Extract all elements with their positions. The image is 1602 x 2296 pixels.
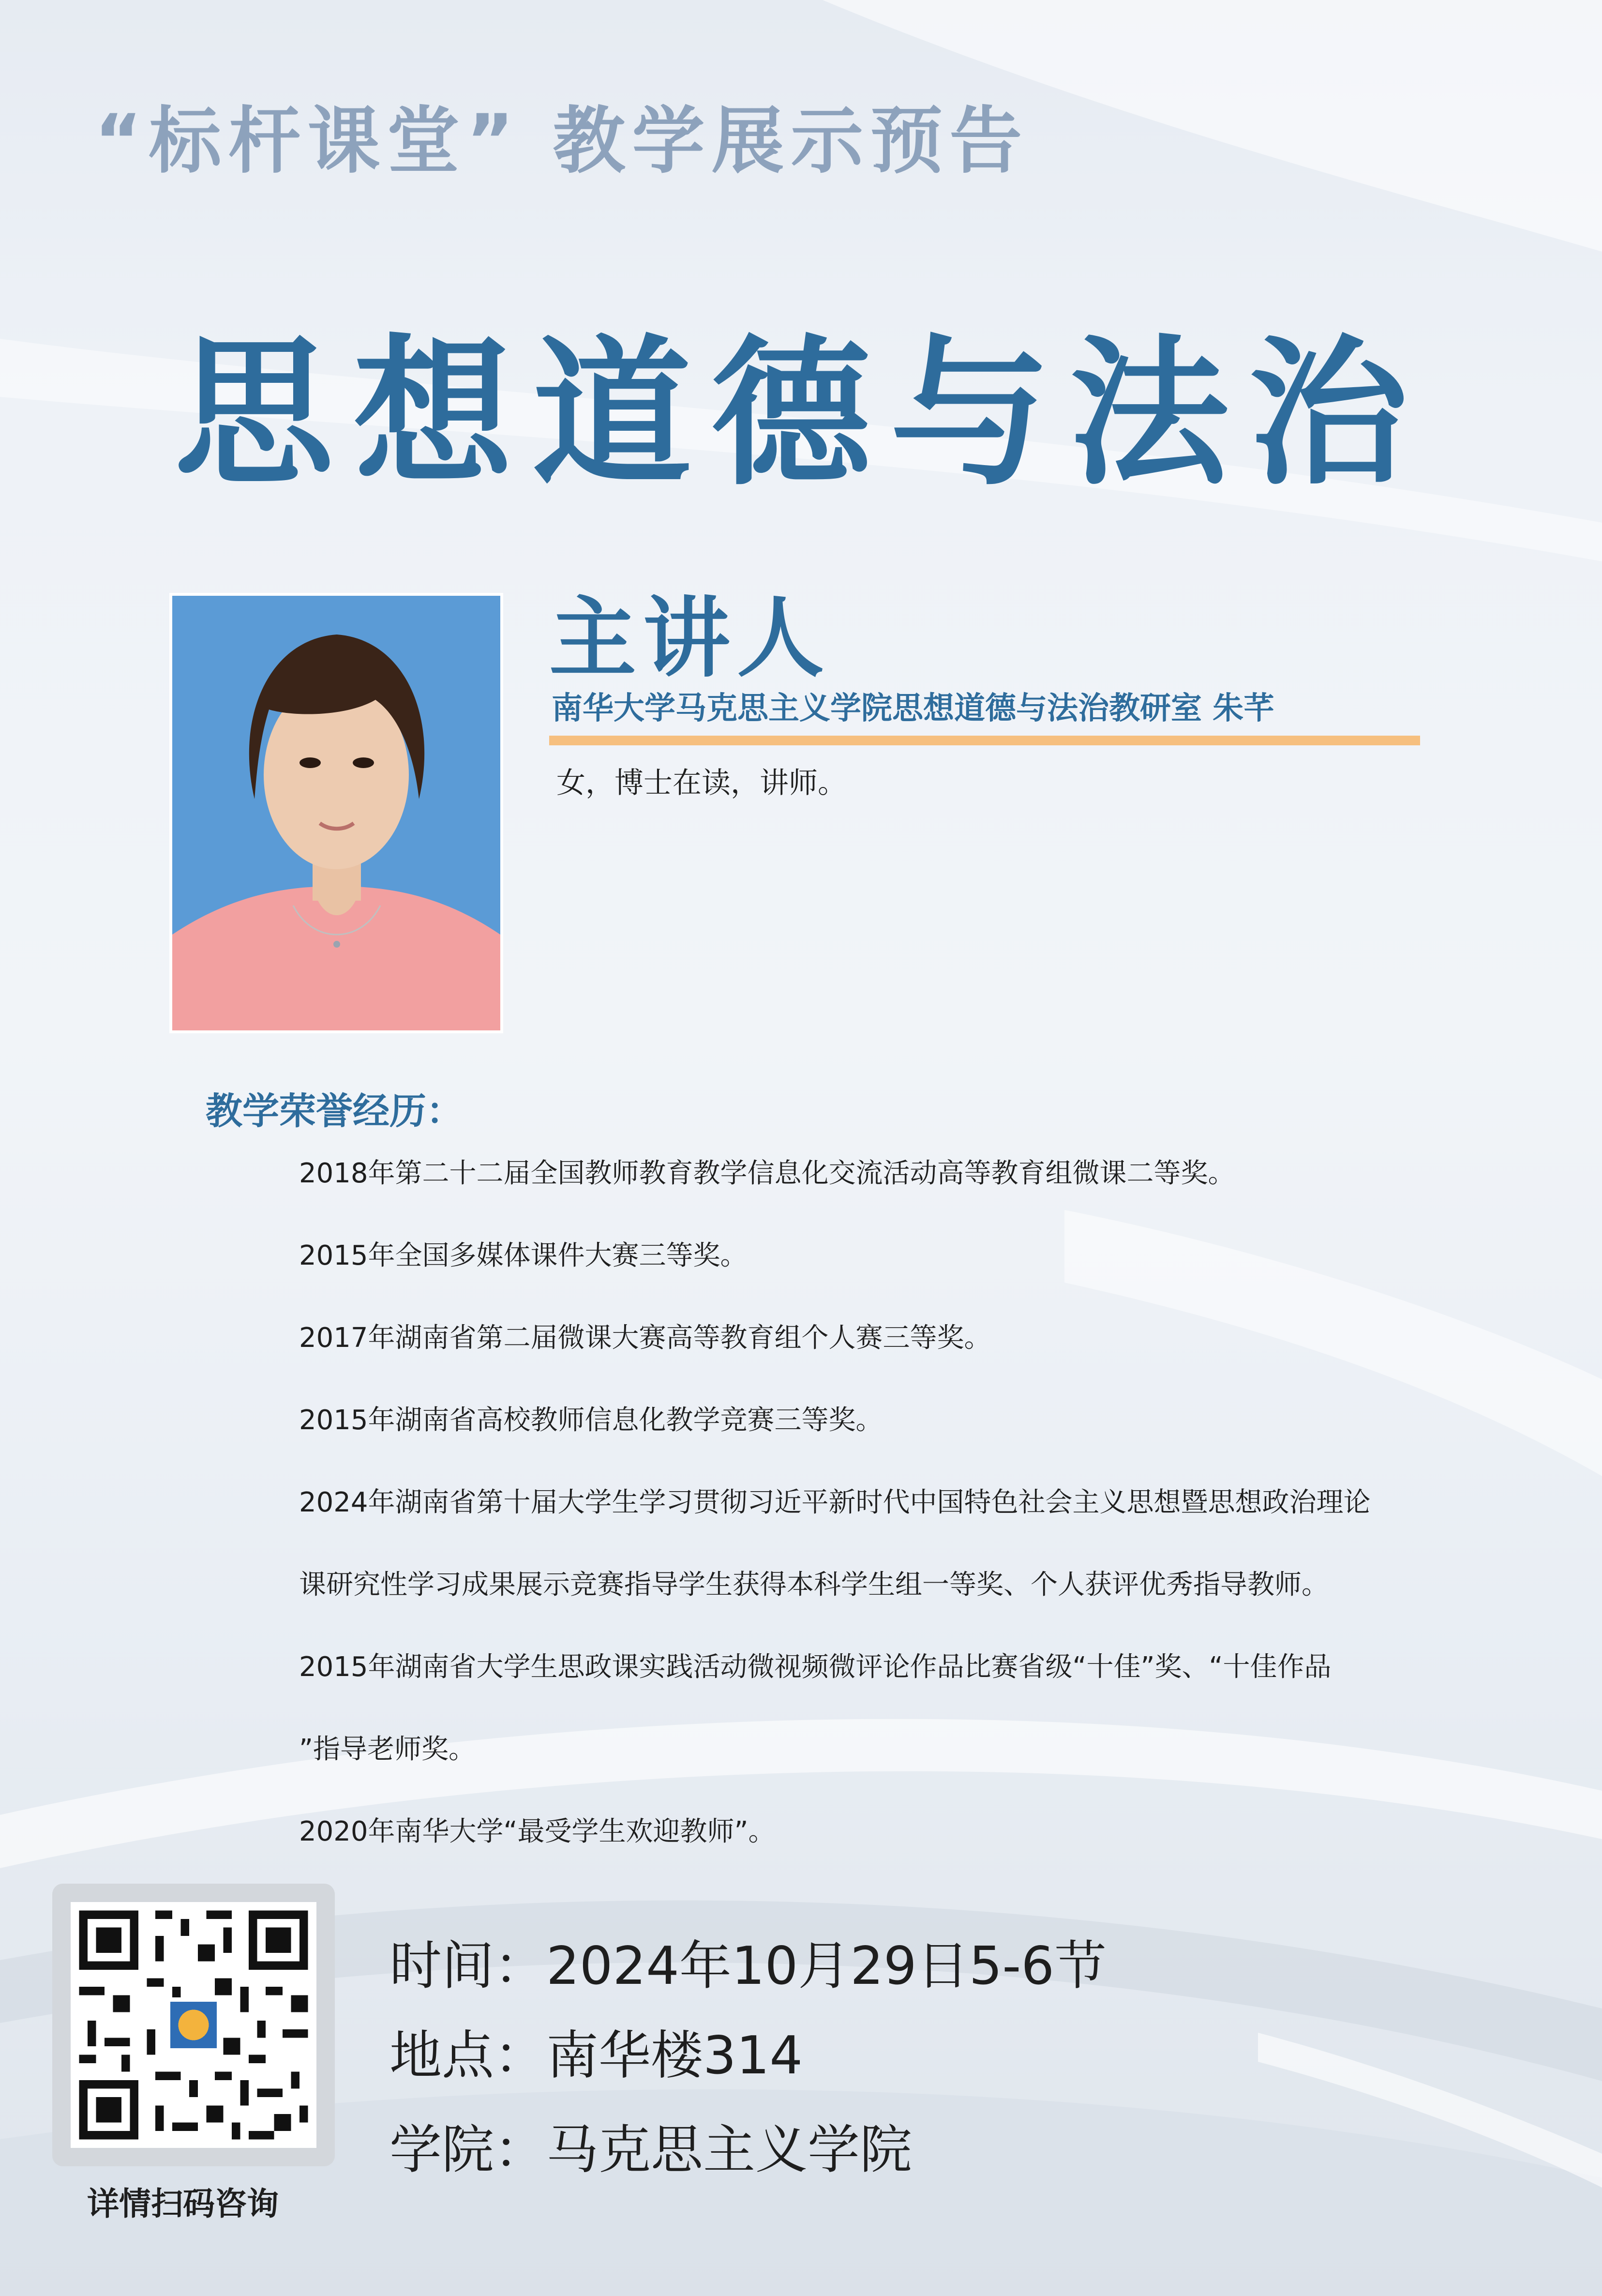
qr-code-icon bbox=[71, 1902, 316, 2148]
honor-line: 2017年湖南省第二届微课大赛高等教育组个人赛三等奖。 bbox=[299, 1322, 991, 1354]
qr-caption: 详情扫码咨询 bbox=[87, 2185, 279, 2222]
event-subtitle: “标杆课堂” 教学展示预告 bbox=[94, 99, 1029, 183]
qr-code-frame bbox=[52, 1884, 335, 2166]
honors-heading: 教学荣誉经历： bbox=[206, 1089, 463, 1133]
speaker-photo bbox=[169, 593, 503, 1033]
honor-line: 2015年湖南省大学生思政课实践活动微视频微评论作品比赛省级“十佳”奖、“十佳作品 bbox=[299, 1651, 1332, 1683]
honor-line: 2020年南华大学“最受学生欢迎教师”。 bbox=[299, 1816, 776, 1847]
honor-line: 课研究性学习成果展示竞赛指导学生获得本科学生组一等奖、个人获评优秀指导教师。 bbox=[299, 1569, 1329, 1601]
honor-line: 2018年第二十二届全国教师教育教学信息化交流活动高等教育组微课二等奖。 bbox=[299, 1158, 1235, 1189]
honor-line: 2015年全国多媒体课件大赛三等奖。 bbox=[299, 1240, 748, 1271]
speaker-heading: 主讲人 bbox=[549, 588, 831, 689]
honor-line: 2015年湖南省高校教师信息化教学竞赛三等奖。 bbox=[299, 1405, 883, 1436]
qr-code[interactable] bbox=[71, 1902, 316, 2148]
affiliation-underline-bar bbox=[549, 736, 1420, 745]
course-title: 思想道德与法治 bbox=[174, 321, 1427, 507]
event-place: 地点：南华楼314 bbox=[389, 2025, 803, 2086]
honor-line: ”指导老师奖。 bbox=[299, 1734, 476, 1765]
honor-line: 2024年湖南省第十届大学生学习贯彻习近平新时代中国特色社会主义思想暨思想政治理论 bbox=[299, 1487, 1371, 1518]
event-time: 时间：2024年10月29日5-6节 bbox=[389, 1936, 1107, 1996]
event-college: 学院：马克思主义学院 bbox=[389, 2120, 913, 2180]
speaker-description: 女，博士在读，讲师。 bbox=[556, 766, 847, 800]
speaker-affiliation: 南华大学马克思主义学院思想道德与法治教研室 朱芊 bbox=[552, 691, 1275, 726]
portrait-illustration bbox=[172, 596, 500, 1030]
